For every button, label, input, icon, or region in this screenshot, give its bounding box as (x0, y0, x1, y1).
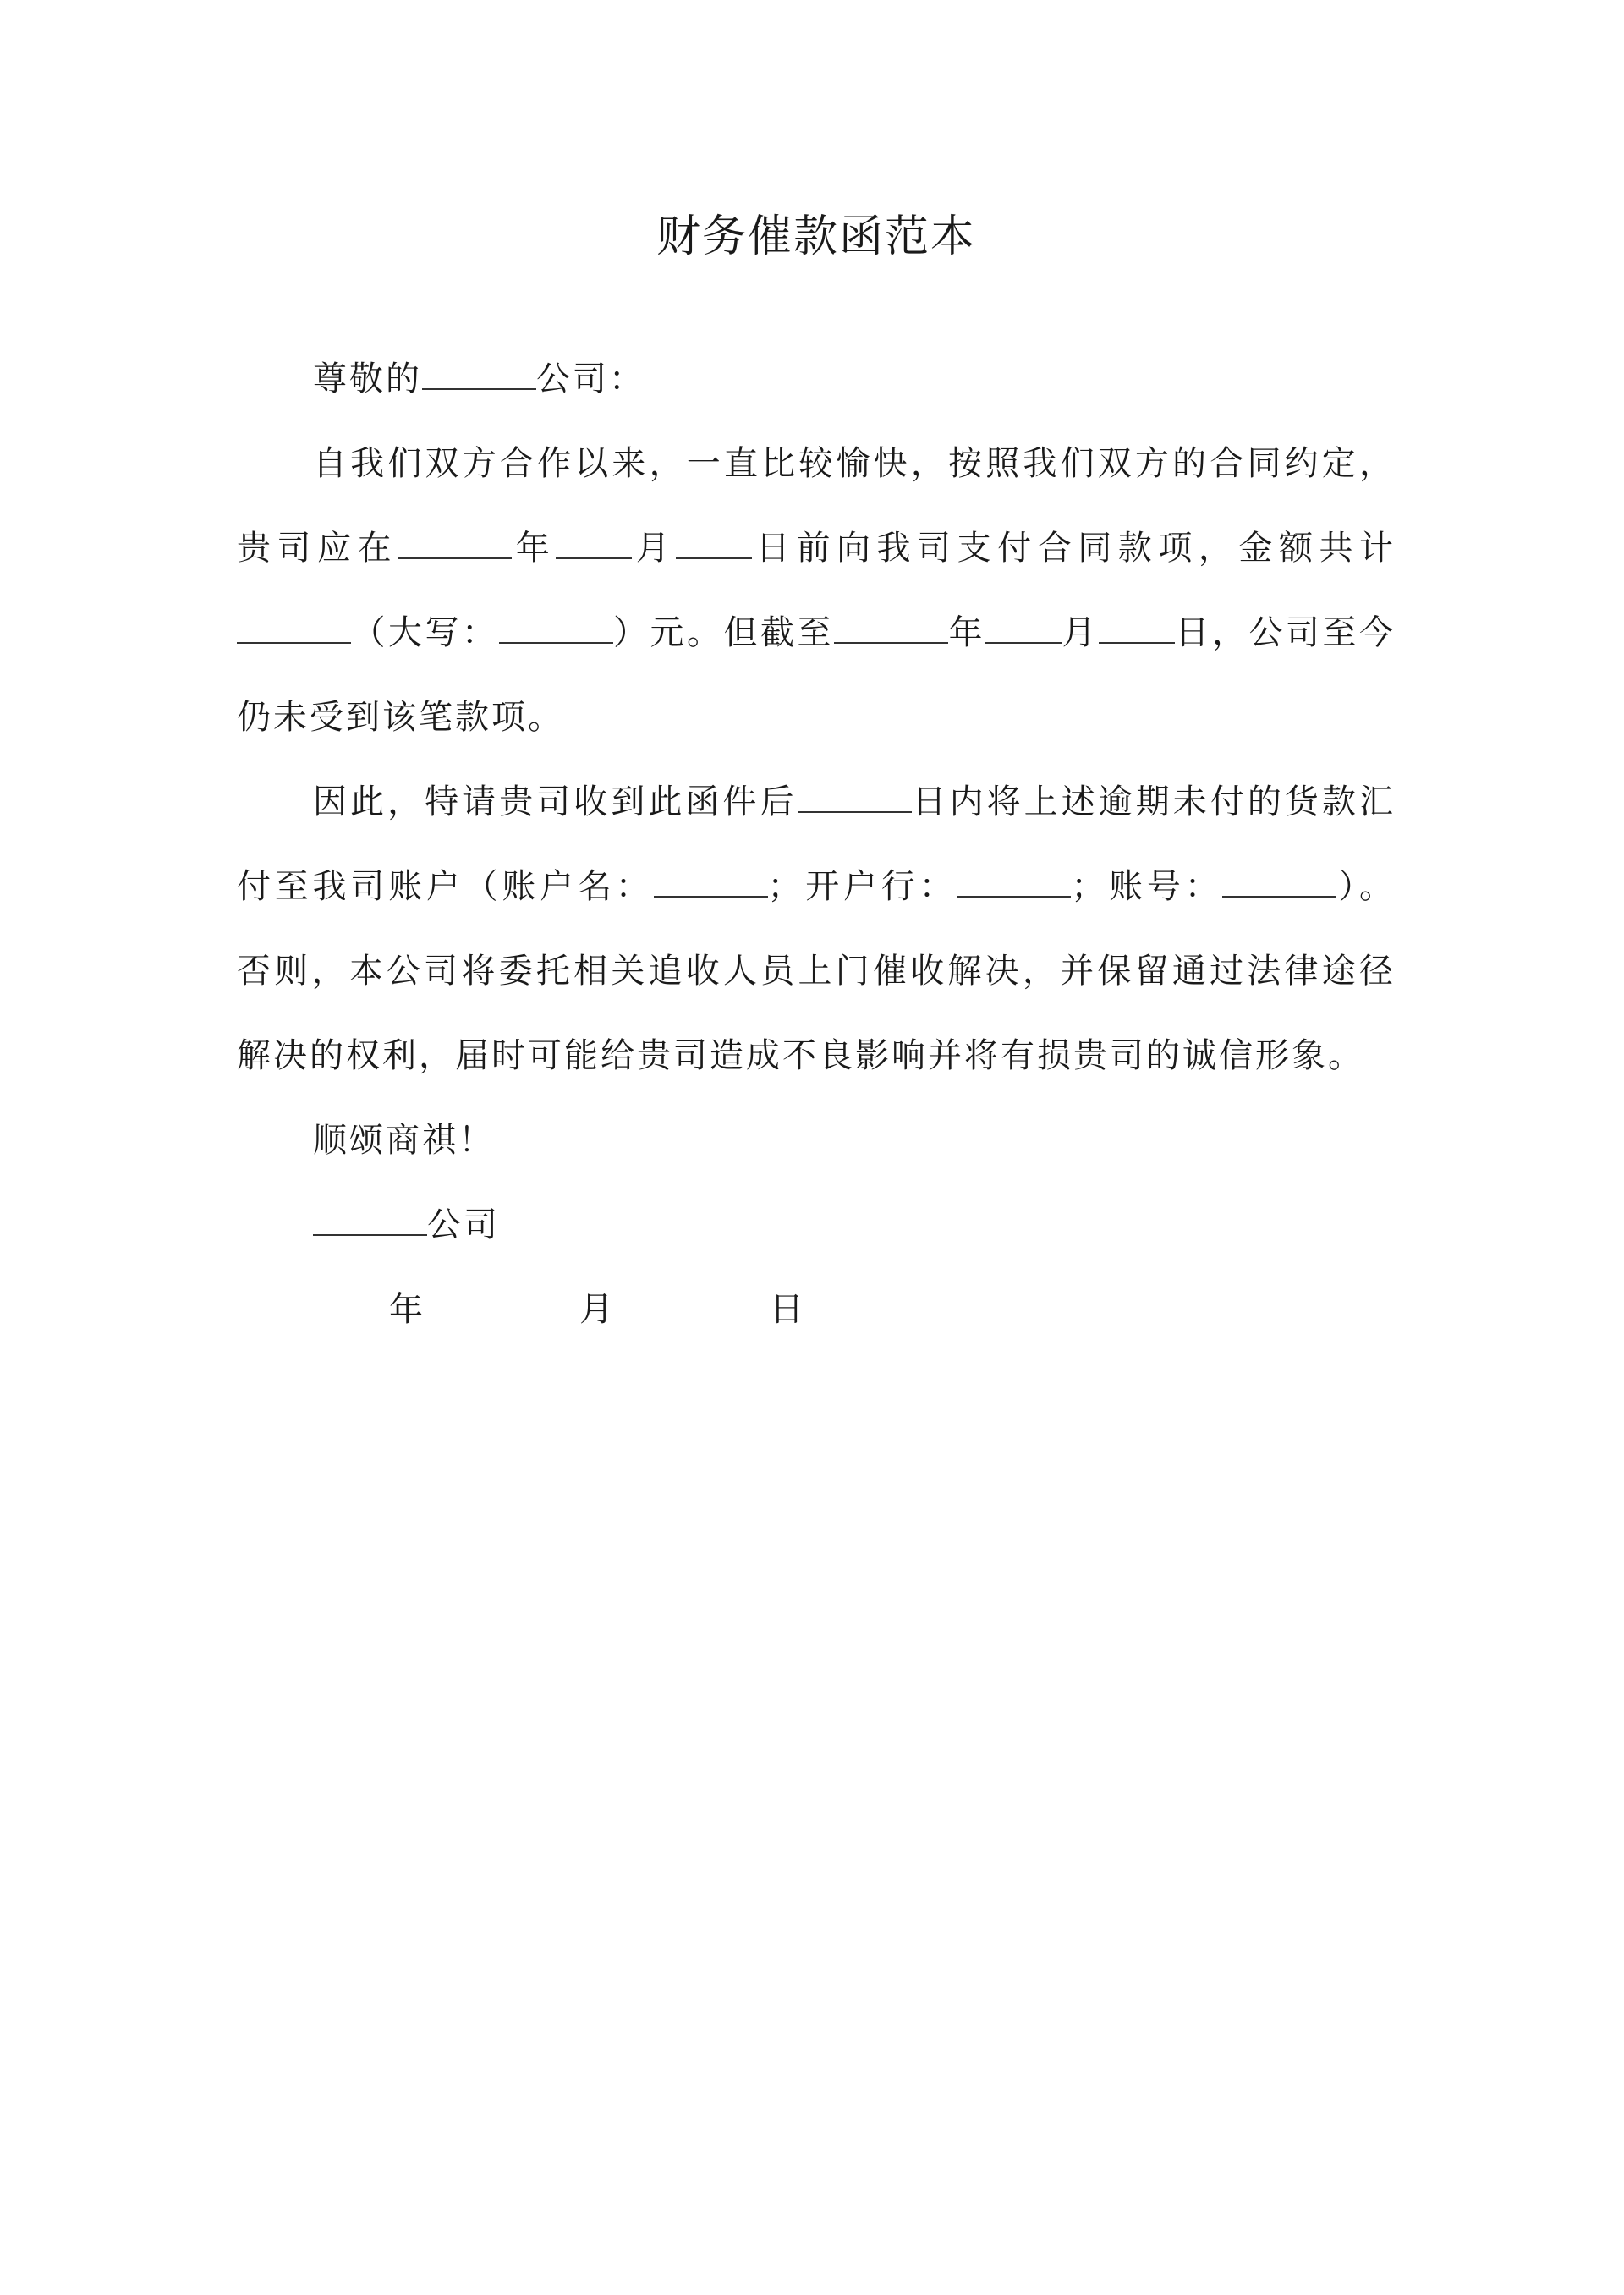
text-segment: 自我们双方合作以来，一直比较愉快，按照我们双方的合同约定，贵司应在 (237, 444, 1396, 568)
blank-account-number (1222, 867, 1336, 898)
blank-due-day (676, 529, 752, 559)
text-segment: 月 (1062, 613, 1099, 652)
blank-days (798, 782, 912, 813)
signature-line (237, 1183, 1396, 1267)
blank-bank (957, 867, 1071, 898)
blank-due-year (398, 529, 512, 559)
text-segment: 年 (512, 529, 557, 568)
document-title: 财务催款函范本 (656, 211, 976, 262)
salutation (237, 337, 1396, 421)
blank-company-name (422, 360, 536, 390)
text-segment: （大写： (351, 613, 499, 652)
text-segment: ）元。但截至 (612, 613, 834, 652)
blank-account-name (654, 867, 768, 898)
paragraph-payment-terms (237, 421, 1396, 760)
salutation-suffix: 公司： (536, 360, 645, 398)
text-segment: 月 (632, 529, 677, 568)
text-segment: ；账号： (1071, 867, 1223, 906)
text-segment: 因此，特请贵司收到此函件后 (313, 782, 798, 821)
text-segment: 日前向我司支付合同款项，金额共计 (752, 529, 1396, 568)
text-segment: 年 (948, 613, 985, 652)
blank-cutoff-month (985, 613, 1062, 644)
blank-cutoff-year (834, 613, 948, 644)
closing: 顺颂商祺！ (313, 1121, 495, 1160)
date-line (237, 1267, 1396, 1352)
text-segment: ；开户行： (767, 867, 957, 906)
blank-amount (237, 613, 351, 644)
blank-due-month (556, 529, 632, 559)
letter-body (237, 337, 1396, 1352)
date-year: 年 (389, 1290, 425, 1329)
salutation-prefix: 尊敬的 (313, 360, 422, 398)
text-segment: ）。否则，本公司将委托相关追收人员上门催收解决，并保留通过法律途径解决的权利，届时可能给贵司造成不良影响并将有损贵司的诚信形象。 (237, 867, 1396, 1075)
blank-signature-company (313, 1205, 427, 1236)
paragraph-payment-request (237, 760, 1396, 1098)
signature-suffix: 公司 (427, 1205, 500, 1244)
blank-amount-uppercase (499, 613, 613, 644)
date-day: 日 (770, 1290, 806, 1329)
text-segment: 日内将上述逾期未付的货款汇付至我司账户（账户名： (237, 782, 1396, 906)
date-month: 月 (579, 1290, 616, 1329)
blank-cutoff-day (1099, 613, 1175, 644)
text-segment: 日，公司至今仍未受到该笔款项。 (237, 613, 1396, 737)
